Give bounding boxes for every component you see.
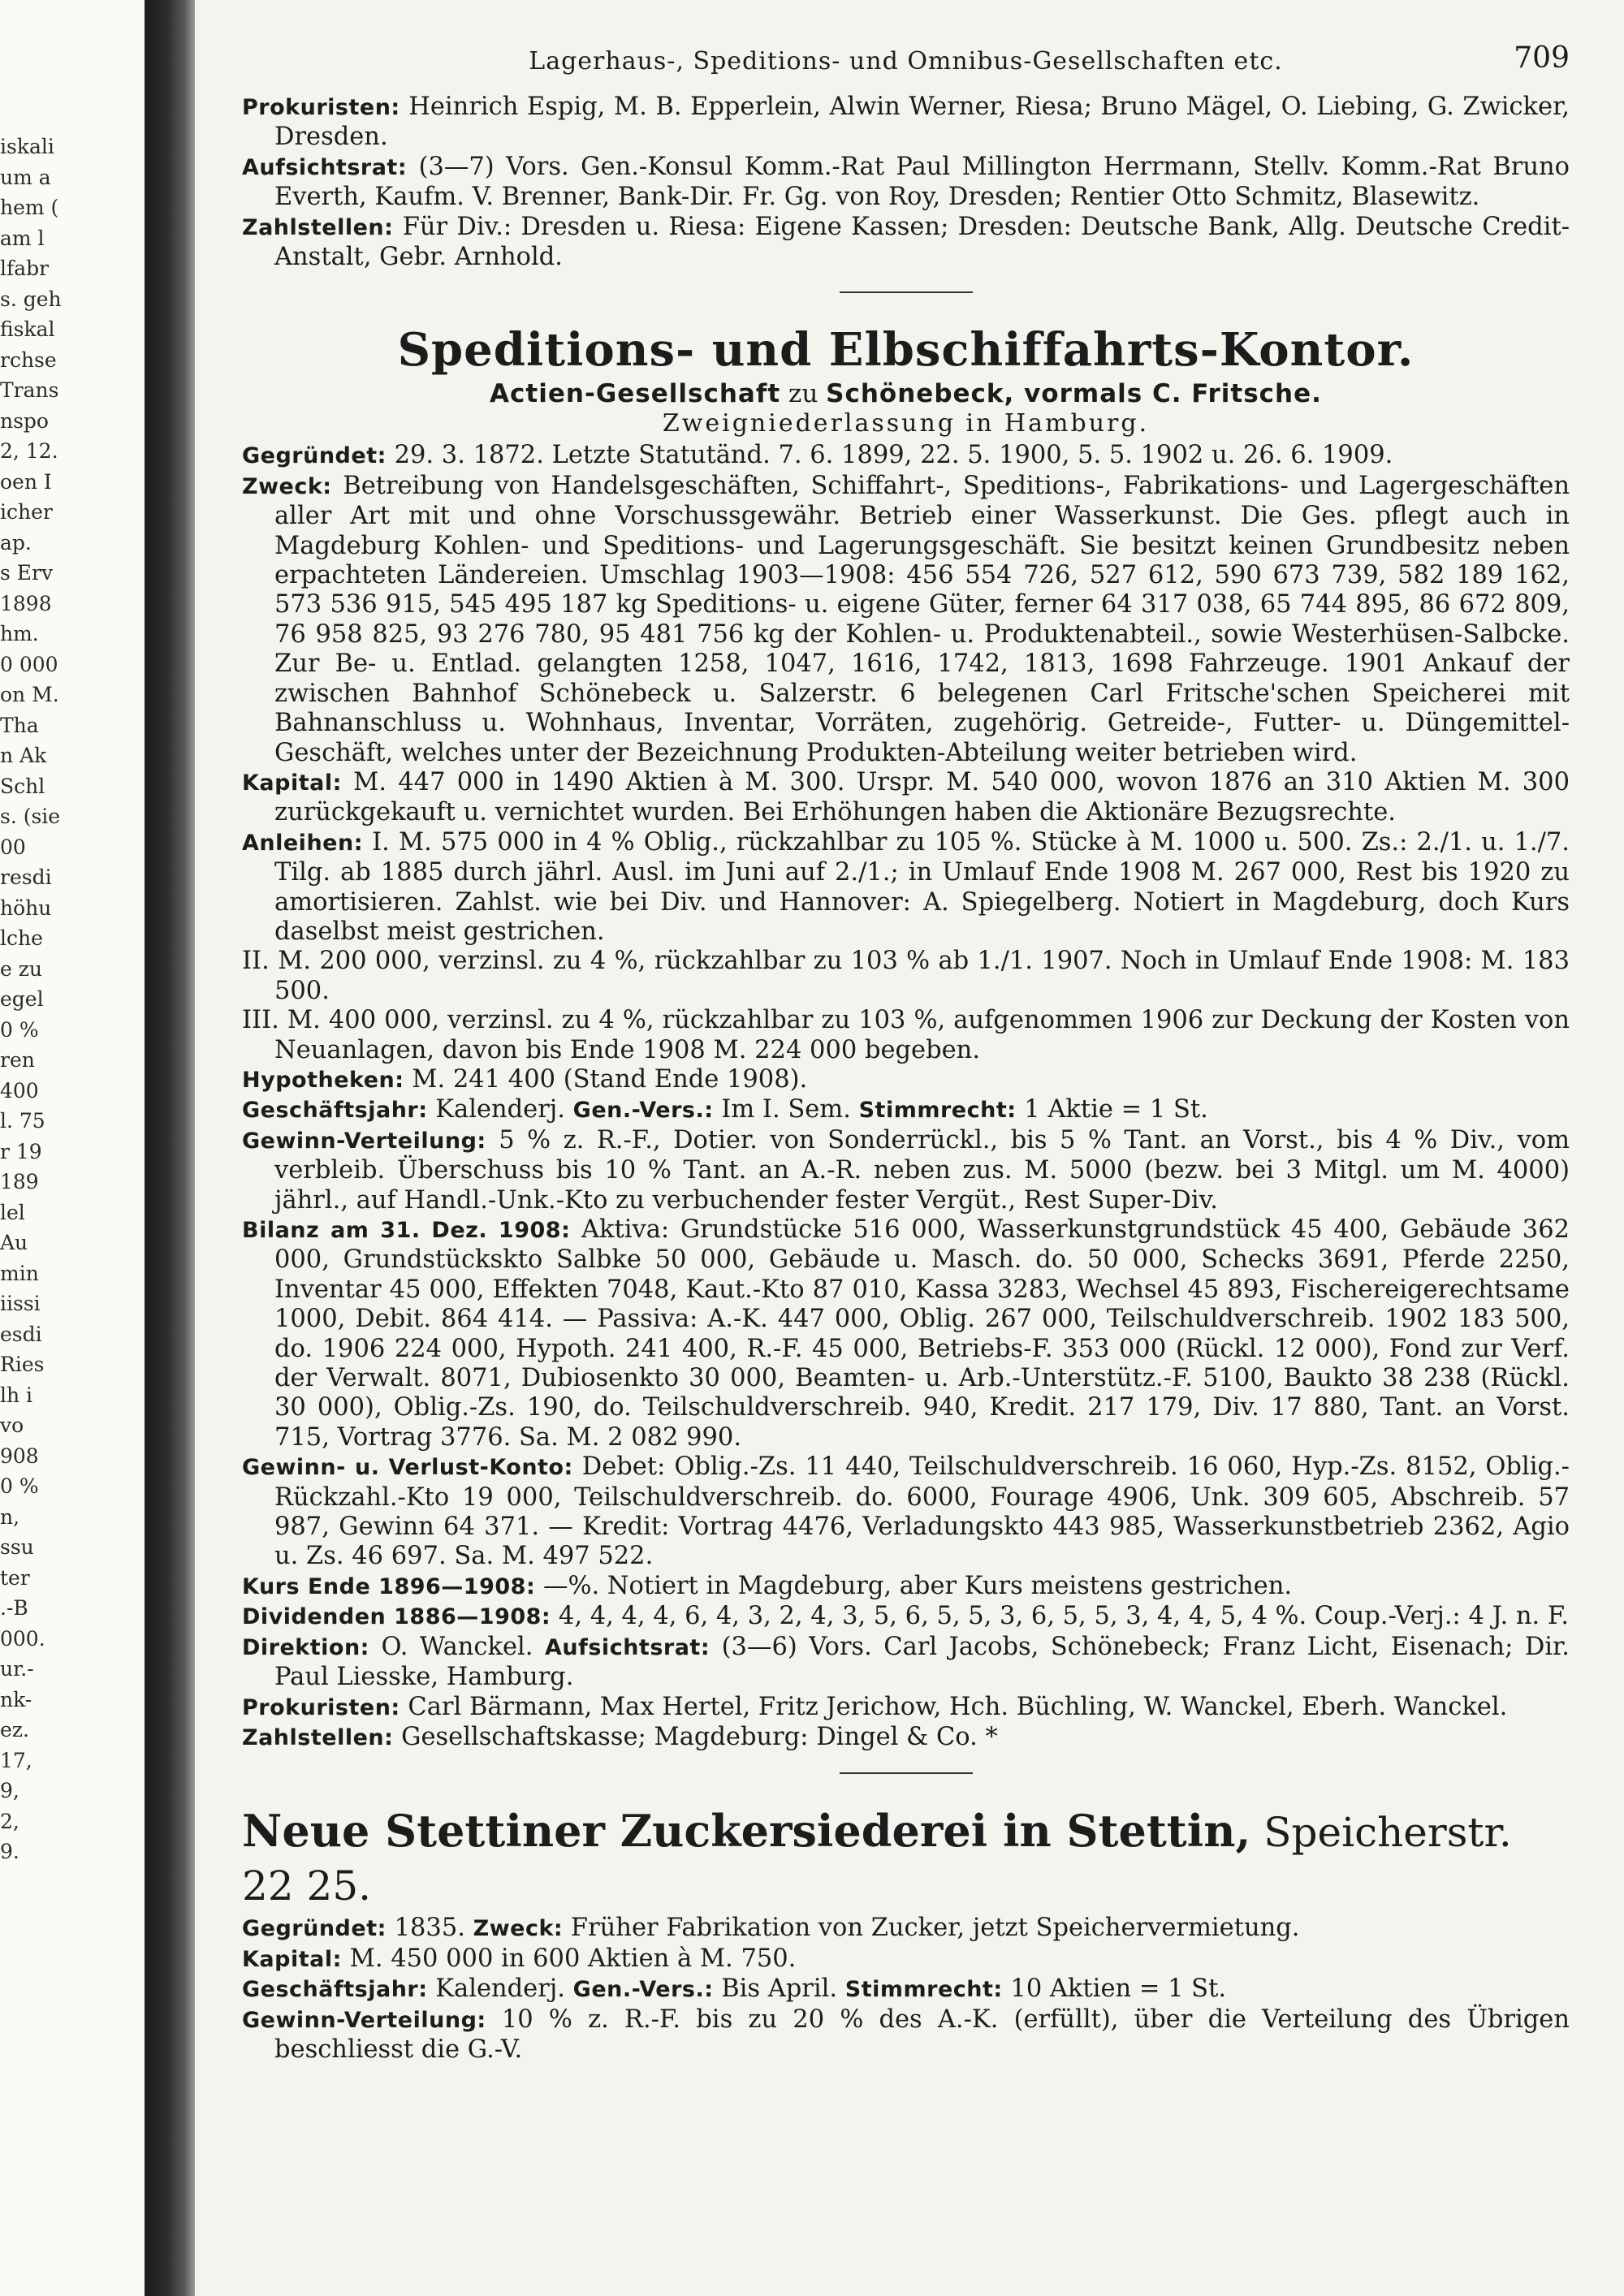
entry-paragraph	[242, 1126, 1570, 1215]
field-label: Direktion:	[242, 1634, 369, 1660]
margin-fragment: l. 75	[0, 1109, 45, 1133]
field-value: (3—7) Vors. Gen.-Konsul Komm.-Rat Paul Millington Herrmann, Stellv. Komm.-Rat Bruno Everth, Kaufm. V. Brenner, Bank-Dir. Fr. Gg. von Roy, Dresden; Rentier Otto Schmitz, Blasewitz.	[274, 152, 1570, 212]
field-value: Heinrich Espig, M. B. Epperlein, Alwin Werner, Riesa; Bruno Mägel, O. Liebing, G. Zwicker, Dresden.	[274, 93, 1570, 152]
margin-fragment: höhu	[0, 896, 52, 920]
field-value: 29. 3. 1872. Letzte Statutänd. 7. 6. 1899, 22. 5. 1900, 5. 5. 1902 u. 26. 6. 1909.	[386, 441, 1393, 470]
field-label: Bilanz am 31. Dez. 1908:	[242, 1218, 571, 1243]
entry-paragraph	[242, 441, 1570, 471]
entry-paragraph	[242, 1572, 1570, 1602]
field-label: Gewinn- u. Verlust-Konto:	[242, 1455, 573, 1481]
margin-fragment: egel	[0, 987, 44, 1011]
margin-fragment: 2, 12.	[0, 439, 58, 463]
field-value: Für Div.: Dresden u. Riesa: Eigene Kassen; Dresden: Deutsche Bank, Allg. Deutsche Credit-Anstalt, Gebr. Arnhold.	[274, 212, 1570, 272]
margin-fragment: ez.	[0, 1718, 29, 1741]
margin-fragment: ren	[0, 1048, 35, 1072]
field-value: 4, 4, 4, 4, 6, 4, 3, 2, 4, 3, 5, 6, 5, 5, 3, 6, 5, 5, 3, 4, 4, 5, 4 %. Coup.-Verj.: 4 J. n. F.	[551, 1602, 1570, 1631]
field-label: Kapital:	[242, 770, 342, 796]
margin-fragment: 000.	[0, 1626, 45, 1651]
field-value: 5 % z. R.-F., Dotier. von Sonderrückl., bis 5 % Tant. an Vorst., bis 4 % Div., vom verbleib. Überschuss bis 10 % Tant. an A.-R. neben zus. M. 5000 (bezw. bei 3 Mitgl. um M. 4000) jährl., auf Handl.-Unk.-Kto zu verbuchender fester Vergüt., Rest Super-Div.	[274, 1125, 1570, 1215]
margin-fragment: lel	[0, 1200, 25, 1224]
field-value: Im I. Sem.	[713, 1095, 859, 1124]
company-name: Neue Stettiner Zuckersiederei in Stettin,	[242, 1805, 1251, 1858]
margin-fragment: hem (	[0, 196, 59, 219]
margin-fragment: iissi	[0, 1292, 41, 1315]
margin-fragment: 0 %	[0, 1474, 39, 1498]
margin-fragment: 9.	[0, 1840, 19, 1863]
field-value: O. Wanckel.	[369, 1632, 545, 1661]
entry-paragraph	[242, 1602, 1570, 1632]
entry-paragraph	[242, 768, 1570, 828]
entry-paragraph	[242, 1065, 1570, 1095]
margin-fragment: s Erv	[0, 561, 54, 585]
field-label: Prokuristen:	[242, 1694, 400, 1720]
entry-paragraph	[242, 1633, 1570, 1693]
margin-fragment: esdi	[0, 1322, 42, 1346]
field-value: M. 447 000 in 1490 Aktien à M. 300. Urspr. M. 540 000, wovon 1876 an 310 Aktien M. 300 zurückgekauft u. vernichtet wurden. Bei Erhöhungen haben die Aktionäre Bezugsrechte.	[274, 767, 1570, 827]
margin-fragment: 1898	[0, 591, 52, 615]
margin-fragment: n,	[0, 1504, 20, 1529]
field-label: Gegründet:	[242, 443, 387, 469]
entry-paragraph	[242, 1215, 1570, 1452]
margin-fragment: hm.	[0, 622, 39, 645]
margin-fragment: lh i	[0, 1383, 33, 1407]
entry-paragraph	[242, 1095, 1570, 1125]
entry-paragraph	[242, 1944, 1570, 1974]
running-head-title: Lagerhaus-, Speditions- und Omnibus-Gesellschaften etc.	[529, 47, 1283, 76]
margin-fragment: fiskal	[0, 317, 55, 341]
margin-fragment: 2,	[0, 1809, 19, 1833]
field-value: 10 Aktien = 1 St.	[1002, 1974, 1227, 2004]
section-divider	[840, 1772, 973, 1774]
margin-fragment: oen I	[0, 469, 52, 494]
margin-fragment: 9,	[0, 1779, 19, 1802]
company-branch: Zweigniederlassung in Hamburg.	[662, 409, 1150, 438]
margin-fragment: Ries	[0, 1353, 45, 1376]
margin-fragment: ter	[0, 1565, 30, 1590]
entry-paragraph	[242, 153, 1570, 213]
field-value: Früher Fabrikation von Zucker, jetzt Speichervermietung.	[563, 1914, 1300, 1943]
field-label: Kapital:	[242, 1946, 342, 1972]
margin-fragment: r 19	[0, 1139, 42, 1163]
company-subtitle-place: Schönebeck, vormals C. Fritsche.	[826, 379, 1322, 409]
field-value: III. M. 400 000, verzinsl. zu 4 %, rückzahlbar zu 103 %, aufgenommen 1906 zur Deckung der Kosten von Neuanlagen, davon bis Ende 1908 M. 224 000 begeben.	[242, 1006, 1570, 1064]
margin-fragment: rchse	[0, 347, 57, 372]
field-label: Hypotheken:	[242, 1067, 404, 1093]
field-value: Betreibung von Handelsgeschäften, Schiffahrt-, Speditions-, Fabrikations- und Lagergeschäften aller Art mit und ohne Vorschussgewähr. Betrieb einer Wasserkunst. Die Ges. pflegt auch in Magdeburg Kohlen- und Speditions- und Lagerungsgeschäft. Sie besitzt keinen Grundbesitz neben erpachteten Ländereien. Umschlag 1903—1908: 456 554 726, 527 612, 590 673 739, 582 189 162, 573 536 915, 545 495 187 kg Speditions- u. eigene Güter, ferner 64 317 038, 65 744 895, 86 672 809, 76 958 825, 93 276 780, 95 481 756 kg der Kohlen- u. Produktenabteil., sowie Westerhüsen-Salbcke. Zur Be- u. Entlad. gelangten 1258, 1047, 1616, 1742, 1813, 1698 Fahrzeuge. 1901 Ankauf der zwischen Bahnhof Schönebeck u. Salzerstr. 6 belegenen Carl Fritsche'schen Speicherei mit Bahnanschluss u. Wohnhaus, Inventar, Vorräten, zugehörig. Getreide-, Futter- u. Düngemittel-Geschäft, welches unter der Bezeichnung Produkten-Abteilung weiter betrieben wird.	[274, 471, 1570, 767]
field-label: Gewinn-Verteilung:	[242, 2007, 486, 2033]
field-value: Kalenderj.	[427, 1095, 573, 1124]
field-value: M. 450 000 in 600 Aktien à M. 750.	[341, 1944, 797, 1973]
field-label: Gen.-Vers.:	[572, 1098, 714, 1124]
entry-paragraph	[242, 213, 1570, 273]
margin-fragment: ur.-	[0, 1657, 34, 1681]
margin-fragment: 0 000	[0, 652, 58, 676]
margin-fragment: nspo	[0, 408, 49, 433]
field-value: I. M. 575 000 in 4 % Oblig., rückzahlbar zu 105 %. Stücke à M. 1000 u. 500. Zs.: 2./1. u. 1./7. Tilg. ab 1885 durch jährl. Ausl. im Juni auf 2./1.; in Umlauf Ende 1908 M. 267 000, Rest bis 1920 zu amortisieren. Zahlst. wie bei Div. und Hannover: A. Spiegelberg. Notiert in Magdeburg, doch Kurs daselbst meist gestrichen.	[274, 827, 1570, 946]
margin-fragment: ap.	[0, 530, 32, 555]
company-title: Speditions- und Elbschiffahrts-Kontor.	[397, 323, 1415, 378]
entry-paragraph	[242, 93, 1570, 153]
margin-fragment: Schl	[0, 774, 45, 798]
margin-fragment: min	[0, 1261, 39, 1285]
page-content	[242, 41, 1570, 2065]
margin-fragment: .-B	[0, 1596, 28, 1620]
margin-fragment: on M.	[0, 683, 59, 706]
entry-paragraph	[242, 1723, 1570, 1753]
margin-fragment: Tha	[0, 713, 39, 737]
company-address: Speicherstr. 22 25.	[242, 1809, 1512, 1910]
entry-speditions-kontor	[242, 324, 1570, 1753]
field-label: Dividenden 1886—1908:	[242, 1604, 551, 1630]
field-value: Kalenderj.	[427, 1974, 573, 2004]
margin-fragment: Au	[0, 1231, 28, 1254]
field-label: Gewinn-Verteilung:	[242, 1128, 486, 1154]
margin-fragment: lche	[0, 926, 43, 950]
field-label: Geschäftsjahr:	[242, 1098, 428, 1124]
entry-paragraph	[242, 1452, 1570, 1572]
margin-fragment: s. geh	[0, 287, 62, 311]
field-value: Aktiva: Grundstücke 516 000, Wasserkunstgrundstück 45 400, Gebäude 362 000, Grundstücksktо Salbke 50 000, Gebäude u. Masch. do. 50 000, Schecks 3691, Pferde 2250, Inventar 45 000, Effekten 7048, Kaut.-Kto 87 010, Kassa 3283, Wechsel 45 893, Fischereigerechtsame 1000, Debit. 864 414. — Passiva: A.-K. 447 000, Oblig. 267 000, Teilschuldverschreib. 1902 183 500, do. 1906 224 000, Hypoth. 241 400, R.-F. 45 000, Betriebs-F. 353 000 (Rückl. 12 000), Fond zur Verf. der Verwalt. 8071, Dubiosenkto 30 000, Beamten- u. Arb.-Unterstütz.-F. 5100, Baukto 38 238 (Rückl. 30 000), Oblig.-Zs. 190, do. Teilschuldverschreib. 940, Kredit. 217 179, Div. 17 880, Tant. an Vorst. 715, Vortrag 3776. Sa. M. 2 082 990.	[274, 1215, 1570, 1452]
entry-paragraph	[242, 1006, 1570, 1065]
field-value: —%. Notiert in Magdeburg, aber Kurs meistens gestrichen.	[535, 1571, 1293, 1600]
page-number: 709	[1514, 41, 1570, 75]
margin-fragment: 908	[0, 1444, 39, 1468]
margin-fragment: vo	[0, 1413, 24, 1437]
field-label: Aufsichtsrat:	[545, 1634, 710, 1660]
margin-fragment: Trans	[0, 378, 59, 402]
field-value: 1 Aktie = 1 St.	[1016, 1095, 1208, 1124]
margin-fragment: icher	[0, 500, 53, 524]
margin-fragment: iskali	[0, 135, 54, 158]
entry-paragraph	[242, 1914, 1570, 1944]
margin-fragment: s. (sie	[0, 805, 61, 828]
field-value: Carl Bärmann, Max Hertel, Fritz Jerichow, Hch. Büchling, W. Wanckel, Eberh. Wanckel.	[400, 1692, 1508, 1721]
entry-body	[242, 441, 1570, 1753]
margin-fragment: lfabr	[0, 257, 50, 280]
field-value: Bis April.	[713, 1974, 845, 2004]
field-label: Gen.-Vers.:	[572, 1977, 714, 2003]
entry-paragraph	[242, 947, 1570, 1006]
margin-fragment: nk-	[0, 1687, 32, 1711]
entry-paragraph	[242, 2005, 1570, 2065]
margin-fragment: n Ak	[0, 744, 47, 767]
company-subtitle	[242, 379, 1570, 408]
field-value: (3—6) Vors. Carl Jacobs, Schönebeck; Franz Licht, Eisenach; Dir. Paul Liesske, Hamburg.	[274, 1632, 1570, 1692]
field-label: Anleihen:	[242, 830, 363, 856]
book-gutter	[145, 0, 195, 2296]
field-value: II. M. 200 000, verzinsl. zu 4 %, rückzahlbar zu 103 % ab 1./1. 1907. Noch in Umlauf Ende 1908: M. 183 500.	[242, 947, 1570, 1005]
field-label: Zweck:	[473, 1916, 564, 1942]
company-subtitle-ag: Actien-Gesellschaft	[490, 379, 781, 409]
margin-fragment: resdi	[0, 865, 52, 889]
entry-body	[242, 1914, 1570, 2065]
margin-fragment: am l	[0, 226, 45, 250]
previous-entry-tail	[242, 93, 1570, 272]
field-label: Aufsichtsrat:	[242, 154, 408, 180]
margin-fragment: 17,	[0, 1748, 32, 1772]
field-label: Kurs Ende 1896—1908:	[242, 1573, 536, 1599]
field-label: Zahlstellen:	[242, 1724, 394, 1750]
field-value: Debet: Oblig.-Zs. 11 440, Teilschuldverschreib. 16 060, Hyp.-Zs. 8152, Oblig.-Rückzahl.-Kto 19 000, Teilschuldverschreib. do. 6000, Fourage 4906, Unk. 309 605, Abschreib. 57 987, Gewinn 64 371. — Kredit: Vortrag 4476, Verladungskto 443 985, Wasserkunstbetrieb 2362, Agio u. Zs. 46 697. Sa. M. 497 522.	[274, 1452, 1570, 1571]
margin-fragment: 0 %	[0, 1017, 39, 1042]
margin-fragment: e zu	[0, 956, 43, 981]
margin-fragment: 00	[0, 835, 26, 859]
field-label: Zahlstellen:	[242, 214, 394, 240]
facing-page-margin	[0, 0, 145, 2296]
field-label: Stimmrecht:	[844, 1977, 1003, 2003]
field-label: Gegründet:	[242, 1916, 387, 1942]
running-head	[242, 41, 1570, 93]
margin-fragment: um a	[0, 165, 51, 189]
entry-paragraph	[242, 1693, 1570, 1723]
section-divider	[840, 291, 973, 293]
field-value: Gesellschaftskasse; Magdeburg: Dingel & Co. *	[393, 1722, 998, 1751]
entry-stettiner-zuckersiederei	[242, 1805, 1570, 2065]
field-label: Geschäftsjahr:	[242, 1977, 428, 2003]
field-label: Prokuristen:	[242, 95, 400, 120]
field-label: Stimmrecht:	[858, 1098, 1017, 1124]
margin-fragment: 189	[0, 1170, 39, 1193]
field-label: Zweck:	[242, 473, 332, 499]
entry-paragraph	[242, 1974, 1570, 2005]
entry-paragraph	[242, 828, 1570, 947]
entry-paragraph	[242, 472, 1570, 768]
field-value: 1835.	[386, 1914, 473, 1943]
company-subtitle-zu: zu	[780, 379, 827, 409]
company-title	[242, 1805, 1570, 1912]
margin-fragment: ssu	[0, 1535, 34, 1559]
margin-fragment: 400	[0, 1078, 39, 1103]
document-page	[195, 0, 1624, 2296]
field-value: 10 % z. R.-F. bis zu 20 % des A.-K. (erfüllt), über die Verteilung des Übrigen beschliesst die G.-V.	[274, 2005, 1570, 2064]
field-value: M. 241 400 (Stand Ende 1908).	[404, 1064, 808, 1094]
